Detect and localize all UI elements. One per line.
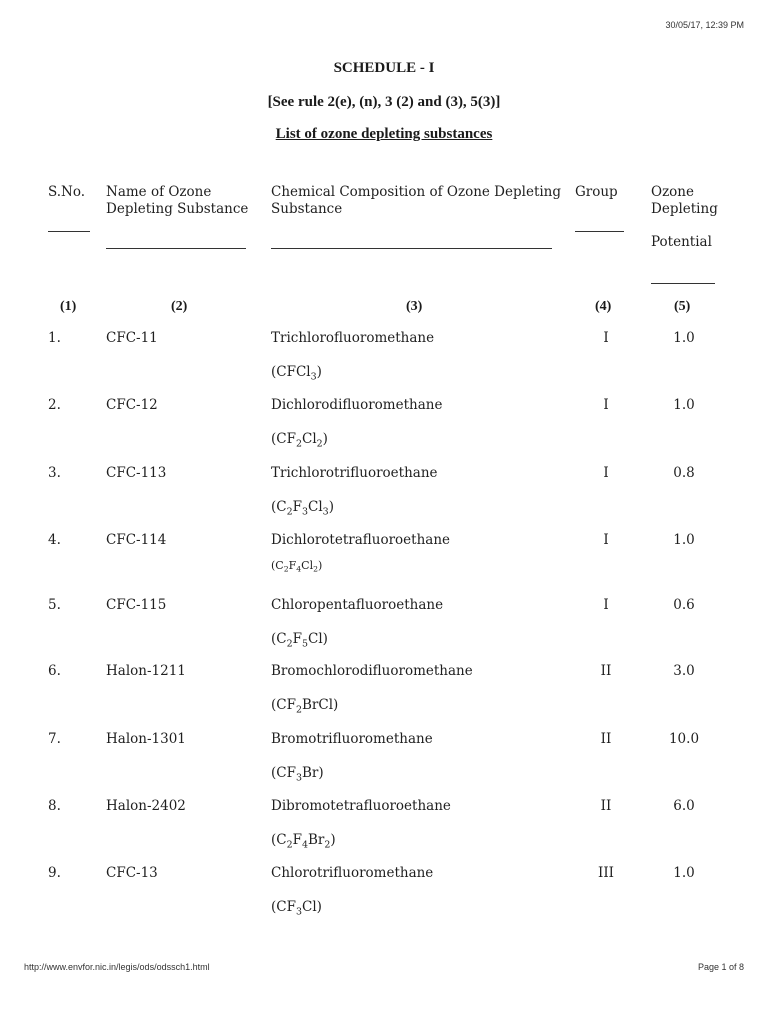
row-substance-name: CFC-114 xyxy=(106,532,167,548)
header-sno-rule xyxy=(48,231,90,232)
formula-subscript: 2 xyxy=(283,564,289,574)
row-ozone-depleting-potential: 3.0 xyxy=(673,663,695,679)
row-substance-name: CFC-13 xyxy=(106,865,158,881)
formula-subscript: 5 xyxy=(302,638,309,650)
table-row xyxy=(0,597,768,664)
header-odp-rule xyxy=(651,283,715,284)
row-serial-number: 5. xyxy=(48,597,61,613)
schedule-title: SCHEDULE - I xyxy=(333,60,435,76)
header-odp-line2: Depleting xyxy=(651,201,718,217)
formula-text: F xyxy=(288,559,297,572)
header-odp-line3: Potential xyxy=(651,234,712,250)
formula-text: Cl xyxy=(308,499,323,515)
formula-text: Cl xyxy=(301,559,314,572)
row-serial-number: 8. xyxy=(48,798,61,814)
formula-text: (CF xyxy=(271,899,296,915)
row-group: II xyxy=(600,663,612,679)
formula-subscript: 3 xyxy=(295,906,302,918)
formula-text: ) xyxy=(316,364,322,380)
formula-text: Br xyxy=(308,832,325,848)
column-number-3: (3) xyxy=(406,299,423,314)
formula-subscript: 2 xyxy=(324,839,331,851)
header-sno: S.No. xyxy=(48,184,86,200)
formula-text: (CF xyxy=(271,431,296,447)
row-chemical-name: Dichlorodifluoromethane xyxy=(271,397,443,413)
row-substance-name: Halon-1211 xyxy=(106,663,186,679)
formula-subscript: 3 xyxy=(310,371,317,383)
header-name-line2: Depleting Substance xyxy=(106,201,249,217)
list-title: List of ozone depleting substances xyxy=(275,126,493,142)
row-chemical-formula xyxy=(271,364,322,382)
header-odp-line1: Ozone xyxy=(651,184,694,200)
table-row xyxy=(0,330,768,397)
row-serial-number: 2. xyxy=(48,397,61,413)
table-row xyxy=(0,798,768,865)
formula-subscript: 4 xyxy=(302,839,309,851)
row-chemical-name: Chlorotrifluoromethane xyxy=(271,865,434,881)
row-group: II xyxy=(600,798,612,814)
footer-url: http://www.envfor.nic.in/legis/ods/odssch1.html xyxy=(24,962,210,972)
formula-subscript: 2 xyxy=(295,438,302,450)
row-substance-name: Halon-2402 xyxy=(106,798,186,814)
row-chemical-formula xyxy=(271,431,328,449)
footer-page-number: Page 1 of 8 xyxy=(697,962,744,972)
formula-text: (CF xyxy=(271,697,296,713)
header-name-line1: Name of Ozone xyxy=(106,184,212,200)
formula-text: Cl) xyxy=(308,631,328,647)
formula-text: ) xyxy=(328,499,334,515)
table-row xyxy=(0,397,768,464)
header-chem-line2: Substance xyxy=(271,201,343,217)
formula-subscript: 3 xyxy=(322,506,329,518)
formula-text: (C xyxy=(271,559,284,572)
row-chemical-name: Bromotrifluoromethane xyxy=(271,731,433,747)
row-chemical-formula xyxy=(271,631,328,649)
row-chemical-name: Trichlorotrifluoroethane xyxy=(271,465,438,481)
row-ozone-depleting-potential: 1.0 xyxy=(673,330,695,346)
formula-text: (C xyxy=(271,631,287,647)
row-chemical-name: Bromochlorodifluoromethane xyxy=(271,663,473,679)
formula-text: ) xyxy=(330,832,336,848)
row-chemical-name: Chloropentafluoroethane xyxy=(271,597,444,613)
row-ozone-depleting-potential: 0.8 xyxy=(673,465,695,481)
formula-text: BrCl) xyxy=(301,697,339,713)
formula-subscript: 2 xyxy=(313,564,319,574)
column-number-1: (1) xyxy=(60,299,77,314)
header-chem-rule xyxy=(271,248,552,249)
row-serial-number: 6. xyxy=(48,663,61,679)
print-timestamp: 30/05/17, 12:39 PM xyxy=(665,20,744,30)
header-name-rule xyxy=(106,248,246,249)
row-chemical-name: Dibromotetrafluoroethane xyxy=(271,798,451,814)
row-substance-name: CFC-113 xyxy=(106,465,167,481)
row-chemical-formula xyxy=(271,499,334,517)
formula-text: F xyxy=(292,832,302,848)
row-ozone-depleting-potential: 6.0 xyxy=(673,798,695,814)
rule-reference: [See rule 2(e), (n), 3 (2) and (3), 5(3)] xyxy=(267,94,501,110)
formula-subscript: 2 xyxy=(286,638,293,650)
row-chemical-formula xyxy=(271,697,338,715)
header-group: Group xyxy=(575,184,618,200)
table-row xyxy=(0,865,768,932)
formula-text: ) xyxy=(318,559,323,572)
row-chemical-formula xyxy=(271,899,322,917)
column-number-5: (5) xyxy=(674,299,691,314)
row-group: I xyxy=(603,397,609,413)
row-ozone-depleting-potential: 1.0 xyxy=(673,865,695,881)
row-ozone-depleting-potential: 1.0 xyxy=(673,397,695,413)
row-serial-number: 4. xyxy=(48,532,61,548)
formula-text: Br) xyxy=(301,765,324,781)
column-number-2: (2) xyxy=(171,299,188,314)
row-ozone-depleting-potential: 1.0 xyxy=(673,532,695,548)
row-chemical-name: Dichlorotetrafluoroethane xyxy=(271,532,451,548)
row-chemical-formula xyxy=(271,559,322,574)
row-serial-number: 7. xyxy=(48,731,61,747)
formula-text: Cl) xyxy=(301,899,322,915)
row-group: I xyxy=(603,465,609,481)
row-serial-number: 9. xyxy=(48,865,61,881)
formula-text: (CFCl xyxy=(271,364,311,380)
row-group: III xyxy=(598,865,614,881)
row-chemical-formula xyxy=(271,832,336,850)
table-row xyxy=(0,532,768,599)
table-row xyxy=(0,663,768,730)
formula-subscript: 2 xyxy=(316,438,323,450)
formula-text: ) xyxy=(322,431,328,447)
formula-subscript: 2 xyxy=(286,506,293,518)
formula-text: (C xyxy=(271,832,287,848)
row-substance-name: CFC-11 xyxy=(106,330,158,346)
formula-text: F xyxy=(292,499,302,515)
row-substance-name: Halon-1301 xyxy=(106,731,186,747)
row-ozone-depleting-potential: 0.6 xyxy=(673,597,695,613)
table-row xyxy=(0,731,768,798)
row-ozone-depleting-potential: 10.0 xyxy=(668,731,700,747)
row-serial-number: 3. xyxy=(48,465,61,481)
row-substance-name: CFC-115 xyxy=(106,597,167,613)
row-substance-name: CFC-12 xyxy=(106,397,158,413)
formula-text: F xyxy=(292,631,302,647)
row-chemical-name: Trichlorofluoromethane xyxy=(271,330,435,346)
row-group: I xyxy=(603,330,609,346)
formula-text: (CF xyxy=(271,765,296,781)
formula-subscript: 2 xyxy=(295,704,302,716)
header-group-rule xyxy=(575,231,624,232)
formula-text: Cl xyxy=(301,431,317,447)
row-group: II xyxy=(600,731,612,747)
row-serial-number: 1. xyxy=(48,330,61,346)
row-group: I xyxy=(603,532,609,548)
row-chemical-formula xyxy=(271,765,324,783)
formula-subscript: 4 xyxy=(296,564,302,574)
formula-text: (C xyxy=(271,499,287,515)
table-row xyxy=(0,465,768,532)
row-group: I xyxy=(603,597,609,613)
formula-subscript: 3 xyxy=(295,772,302,784)
column-number-4: (4) xyxy=(595,299,612,314)
formula-subscript: 2 xyxy=(286,839,293,851)
header-chem-line1: Chemical Composition of Ozone Depleting xyxy=(271,184,562,200)
formula-subscript: 3 xyxy=(302,506,309,518)
